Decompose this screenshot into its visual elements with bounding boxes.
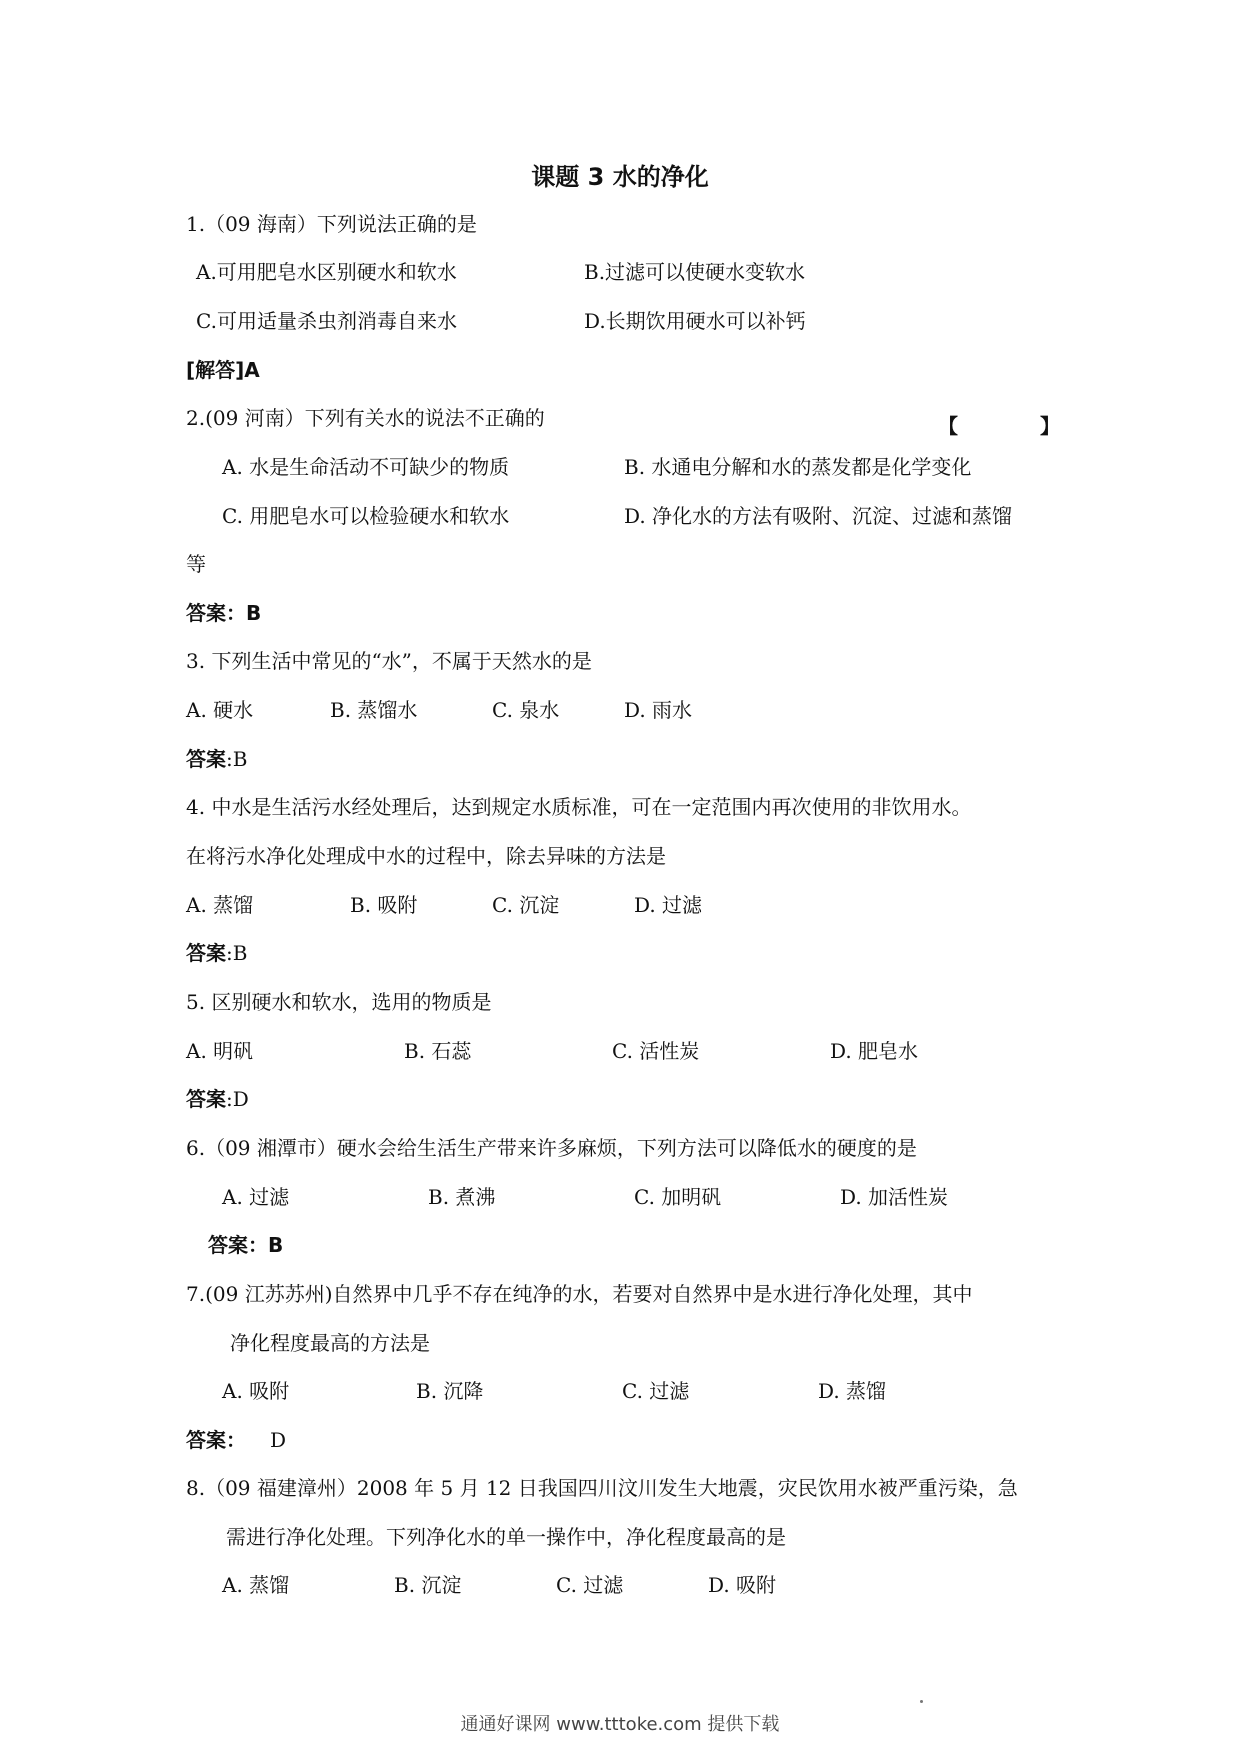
- question-8-option-d: D. 吸附: [708, 1573, 777, 1597]
- question-6-answer: [208, 1232, 283, 1258]
- question-7-option-a: A. 吸附: [222, 1379, 290, 1403]
- question-1-stem: 1.（09 海南）下列说法正确的是: [186, 212, 477, 236]
- scan-speck: [920, 1700, 923, 1703]
- answer-label: 答案：: [186, 601, 246, 625]
- question-3-option-d: D. 雨水: [624, 698, 693, 722]
- question-8-stem-continued: 需进行净化处理。下列净化水的单一操作中，净化程度最高的是: [226, 1525, 786, 1549]
- question-6-option-d: D. 加活性炭: [840, 1185, 949, 1209]
- question-3-option-a: A. 硬水: [186, 698, 254, 722]
- question-8-option-a: A. 蒸馏: [222, 1573, 290, 1597]
- question-2-option-d: D. 净化水的方法有吸附、沉淀、过滤和蒸馏: [624, 504, 1013, 528]
- answer-bracket-open: 【: [938, 414, 958, 438]
- answer-bracket-close: 】: [1040, 414, 1060, 438]
- question-5-option-d: D. 肥皂水: [830, 1039, 919, 1063]
- answer-label: 答案：: [208, 1233, 268, 1257]
- question-1-option-d: D.长期饮用硬水可以补钙: [584, 309, 806, 333]
- question-2-option-b: B. 水通电分解和水的蒸发都是化学变化: [624, 455, 972, 479]
- question-5-option-b: B. 石蕊: [404, 1039, 472, 1063]
- question-4-answer: [186, 940, 247, 966]
- question-7-stem: 7.(09 江苏苏州)自然界中几乎不存在纯净的水，若要对自然界中是水进行净化处理，其中: [186, 1282, 973, 1306]
- question-5-option-c: C. 活性炭: [612, 1039, 700, 1063]
- question-4-option-a: A. 蒸馏: [186, 893, 254, 917]
- question-2-option-c: C. 用肥皂水可以检验硬水和软水: [222, 504, 510, 528]
- question-5-option-a: A. 明矾: [186, 1039, 254, 1063]
- question-6-stem: 6.（09 湘潭市）硬水会给生活生产带来许多麻烦，下列方法可以降低水的硬度的是: [186, 1136, 917, 1160]
- question-6-option-a: A. 过滤: [222, 1185, 290, 1209]
- answer-value: B: [246, 601, 262, 625]
- question-2-stem: 2.(09 河南）下列有关水的说法不正确的: [186, 406, 545, 430]
- question-5-stem: 5. 区别硬水和软水，选用的物质是: [186, 990, 492, 1014]
- answer-value: A: [244, 358, 260, 382]
- question-2-answer: [186, 600, 261, 626]
- answer-value: :D: [226, 1087, 249, 1111]
- question-4-stem: 4. 中水是生活污水经处理后，达到规定水质标准，可在一定范围内再次使用的非饮用水。: [186, 795, 972, 819]
- answer-label: 答案: [186, 941, 226, 965]
- question-1-option-b: B.过滤可以使硬水变软水: [584, 260, 806, 284]
- page-title: 课题 3 水的净化: [531, 163, 709, 191]
- question-7-option-c: C. 过滤: [622, 1379, 690, 1403]
- question-4-stem-continued: 在将污水净化处理成中水的过程中，除去异味的方法是: [186, 844, 666, 868]
- footer-source-note: 通通好课网 www.tttoke.com 提供下载: [460, 1714, 780, 1735]
- question-3-stem: 3. 下列生活中常见的“水”，不属于天然水的是: [186, 649, 592, 673]
- question-2-option-a: A. 水是生命活动不可缺少的物质: [222, 455, 510, 479]
- answer-label: 答案: [186, 1087, 226, 1111]
- question-7-stem-continued: 净化程度最高的方法是: [230, 1331, 430, 1355]
- question-1-answer: [186, 357, 260, 383]
- question-4-option-c: C. 沉淀: [492, 893, 560, 917]
- question-3-option-c: C. 泉水: [492, 698, 560, 722]
- answer-label: 答案: [186, 747, 226, 771]
- question-5-answer: [186, 1086, 249, 1112]
- question-7-option-b: B. 沉降: [416, 1379, 484, 1403]
- question-8-option-b: B. 沉淀: [394, 1573, 462, 1597]
- answer-value: D: [270, 1428, 287, 1452]
- answer-label: 答案：: [186, 1428, 246, 1452]
- answer-value: B: [268, 1233, 284, 1257]
- question-2-option-d-continued: 等: [186, 552, 206, 576]
- question-8-option-c: C. 过滤: [556, 1573, 624, 1597]
- question-8-stem: 8.（09 福建漳州）2008 年 5 月 12 日我国四川汶川发生大地震，灾民饮用水被严重污染，急: [186, 1476, 1018, 1500]
- answer-label: [解答]: [186, 358, 245, 382]
- question-1-option-c: C.可用适量杀虫剂消毒自来水: [196, 309, 457, 333]
- answer-value: :B: [226, 941, 248, 965]
- question-7-option-d: D. 蒸馏: [818, 1379, 887, 1403]
- question-7-answer: [186, 1427, 286, 1453]
- answer-value: :B: [226, 747, 248, 771]
- question-3-answer: [186, 746, 247, 772]
- question-4-option-d: D. 过滤: [634, 893, 703, 917]
- question-3-option-b: B. 蒸馏水: [330, 698, 418, 722]
- question-1-option-a: A.可用肥皂水区别硬水和软水: [196, 260, 457, 284]
- question-4-option-b: B. 吸附: [350, 893, 418, 917]
- question-6-option-b: B. 煮沸: [428, 1185, 496, 1209]
- question-6-option-c: C. 加明矾: [634, 1185, 722, 1209]
